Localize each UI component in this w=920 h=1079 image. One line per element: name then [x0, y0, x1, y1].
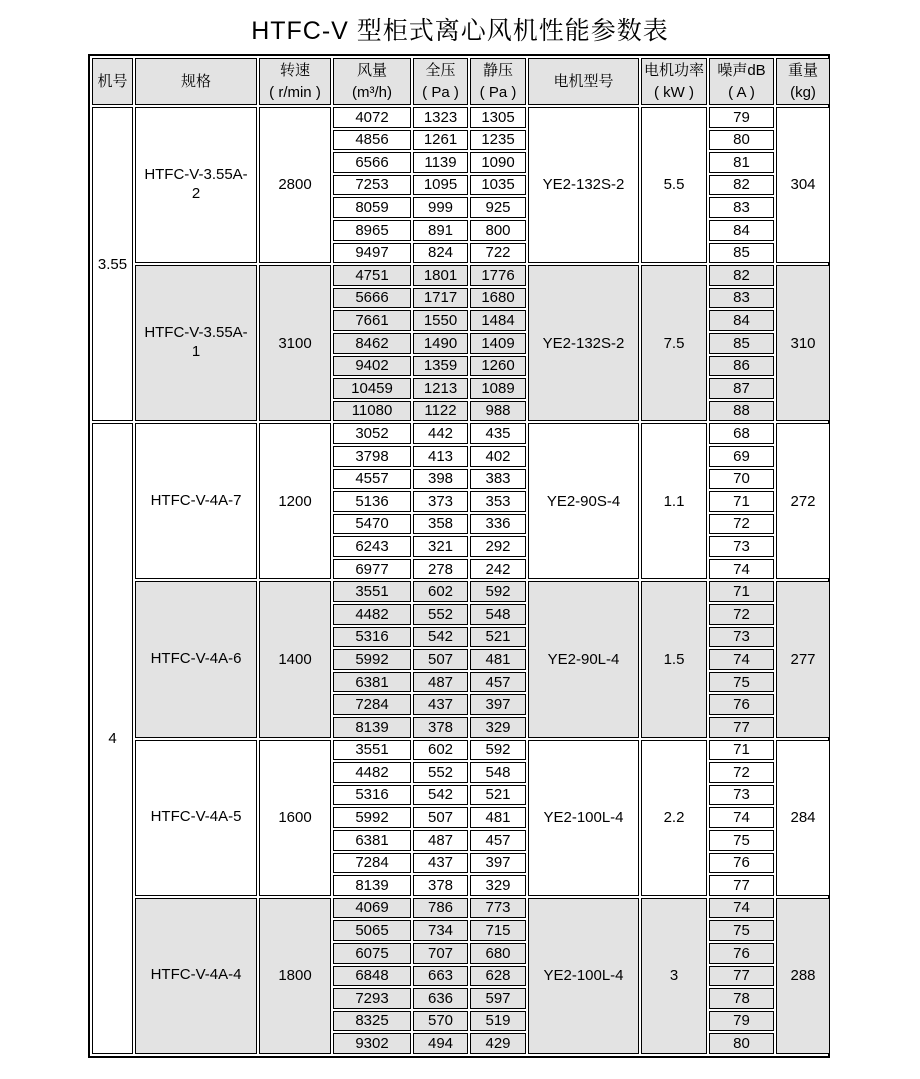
total-pressure-cell: 373: [413, 491, 468, 512]
noise-cell: 82: [709, 175, 774, 196]
noise-cell: 73: [709, 627, 774, 648]
static-pressure-cell: 481: [470, 649, 526, 670]
table-row: [92, 898, 830, 919]
total-pressure-cell: 734: [413, 920, 468, 941]
static-pressure-cell: 773: [470, 898, 526, 919]
noise-cell: 83: [709, 288, 774, 309]
airflow-cell: 6381: [333, 830, 411, 851]
airflow-cell: 3798: [333, 446, 411, 467]
static-pressure-cell: 429: [470, 1033, 526, 1054]
model-cell: HTFC-V-4A-5: [135, 740, 257, 896]
total-pressure-cell: 1801: [413, 265, 468, 286]
airflow-cell: 7284: [333, 853, 411, 874]
column-header-label: 全压: [425, 61, 456, 79]
column-header-unit: ( r/min ): [269, 83, 321, 101]
airflow-cell: 5316: [333, 785, 411, 806]
static-pressure-cell: 1409: [470, 333, 526, 354]
static-pressure-cell: 521: [470, 785, 526, 806]
total-pressure-cell: 552: [413, 762, 468, 783]
speed-cell: 1200: [259, 423, 331, 579]
noise-cell: 80: [709, 1033, 774, 1054]
table-head: [92, 58, 830, 105]
static-pressure-cell: 722: [470, 243, 526, 264]
noise-cell: 75: [709, 920, 774, 941]
airflow-cell: 4482: [333, 762, 411, 783]
airflow-cell: 10459: [333, 378, 411, 399]
static-pressure-cell: 592: [470, 740, 526, 761]
motor-power-cell: 1.5: [641, 581, 707, 737]
noise-cell: 85: [709, 333, 774, 354]
airflow-cell: 5470: [333, 514, 411, 535]
noise-cell: 84: [709, 310, 774, 331]
motor-power-cell: 3: [641, 898, 707, 1054]
airflow-cell: 6977: [333, 559, 411, 580]
noise-cell: 68: [709, 423, 774, 444]
airflow-cell: 8139: [333, 875, 411, 896]
column-header-label: 电机功率: [643, 61, 704, 79]
noise-cell: 74: [709, 559, 774, 580]
noise-cell: 76: [709, 853, 774, 874]
column-header-10: [776, 58, 830, 105]
total-pressure-cell: 507: [413, 807, 468, 828]
column-header-6: [470, 58, 526, 105]
static-pressure-cell: 1680: [470, 288, 526, 309]
static-pressure-cell: 548: [470, 762, 526, 783]
airflow-cell: 5992: [333, 649, 411, 670]
model-cell: HTFC-V-3.55A-2: [135, 107, 257, 263]
total-pressure-cell: 542: [413, 627, 468, 648]
static-pressure-cell: 715: [470, 920, 526, 941]
total-pressure-cell: 824: [413, 243, 468, 264]
airflow-cell: 6566: [333, 152, 411, 173]
total-pressure-cell: 1095: [413, 175, 468, 196]
static-pressure-cell: 1089: [470, 378, 526, 399]
total-pressure-cell: 378: [413, 875, 468, 896]
motor-power-cell: 7.5: [641, 265, 707, 421]
size-cell: 4: [92, 423, 133, 1054]
static-pressure-cell: 435: [470, 423, 526, 444]
column-header-3: [259, 58, 331, 105]
total-pressure-cell: 1717: [413, 288, 468, 309]
airflow-cell: 7284: [333, 694, 411, 715]
airflow-cell: 6075: [333, 943, 411, 964]
total-pressure-cell: 413: [413, 446, 468, 467]
model-cell: HTFC-V-4A-7: [135, 423, 257, 579]
airflow-cell: 5666: [333, 288, 411, 309]
noise-cell: 85: [709, 243, 774, 264]
column-header-unit: ( A ): [728, 83, 755, 101]
static-pressure-cell: 521: [470, 627, 526, 648]
static-pressure-cell: 481: [470, 807, 526, 828]
total-pressure-cell: 786: [413, 898, 468, 919]
static-pressure-cell: 1035: [470, 175, 526, 196]
noise-cell: 73: [709, 785, 774, 806]
noise-cell: 77: [709, 717, 774, 738]
table-row: [92, 423, 830, 444]
airflow-cell: 6243: [333, 536, 411, 557]
performance-table: [90, 56, 832, 1056]
static-pressure-cell: 329: [470, 875, 526, 896]
noise-cell: 80: [709, 130, 774, 151]
total-pressure-cell: 636: [413, 988, 468, 1009]
size-cell: 3.55: [92, 107, 133, 421]
static-pressure-cell: 592: [470, 581, 526, 602]
noise-cell: 81: [709, 152, 774, 173]
airflow-cell: 4072: [333, 107, 411, 128]
airflow-cell: 3551: [333, 740, 411, 761]
model-cell: HTFC-V-3.55A-1: [135, 265, 257, 421]
static-pressure-cell: 457: [470, 830, 526, 851]
noise-cell: 76: [709, 694, 774, 715]
airflow-cell: 3052: [333, 423, 411, 444]
airflow-cell: 5136: [333, 491, 411, 512]
airflow-cell: 8462: [333, 333, 411, 354]
speed-cell: 3100: [259, 265, 331, 421]
weight-cell: 272: [776, 423, 830, 579]
static-pressure-cell: 397: [470, 694, 526, 715]
motor-model-cell: YE2-132S-2: [528, 265, 639, 421]
weight-cell: 310: [776, 265, 830, 421]
noise-cell: 76: [709, 943, 774, 964]
weight-cell: 304: [776, 107, 830, 263]
static-pressure-cell: 457: [470, 672, 526, 693]
noise-cell: 72: [709, 762, 774, 783]
model-cell: HTFC-V-4A-4: [135, 898, 257, 1054]
static-pressure-cell: 1260: [470, 356, 526, 377]
total-pressure-cell: 378: [413, 717, 468, 738]
noise-cell: 75: [709, 672, 774, 693]
static-pressure-cell: 988: [470, 401, 526, 422]
motor-power-cell: 5.5: [641, 107, 707, 263]
motor-model-cell: YE2-90S-4: [528, 423, 639, 579]
noise-cell: 86: [709, 356, 774, 377]
noise-cell: 79: [709, 1011, 774, 1032]
total-pressure-cell: 1359: [413, 356, 468, 377]
airflow-cell: 3551: [333, 581, 411, 602]
static-pressure-cell: 402: [470, 446, 526, 467]
column-header-label: 机号: [97, 72, 128, 90]
static-pressure-cell: 925: [470, 197, 526, 218]
noise-cell: 77: [709, 966, 774, 987]
static-pressure-cell: 1484: [470, 310, 526, 331]
noise-cell: 84: [709, 220, 774, 241]
motor-power-cell: 1.1: [641, 423, 707, 579]
static-pressure-cell: 353: [470, 491, 526, 512]
column-header-5: [413, 58, 468, 105]
static-pressure-cell: 1235: [470, 130, 526, 151]
total-pressure-cell: 891: [413, 220, 468, 241]
column-header-label: 静压: [482, 61, 513, 79]
static-pressure-cell: 1305: [470, 107, 526, 128]
column-header-7: [528, 58, 639, 105]
airflow-cell: 8139: [333, 717, 411, 738]
column-header-unit: ( Pa ): [479, 83, 517, 101]
weight-cell: 288: [776, 898, 830, 1054]
airflow-cell: 11080: [333, 401, 411, 422]
column-header-label: 重量: [787, 61, 818, 79]
airflow-cell: 4856: [333, 130, 411, 151]
noise-cell: 70: [709, 469, 774, 490]
total-pressure-cell: 1323: [413, 107, 468, 128]
static-pressure-cell: 800: [470, 220, 526, 241]
airflow-cell: 4751: [333, 265, 411, 286]
table-frame: [88, 54, 830, 1058]
airflow-cell: 5316: [333, 627, 411, 648]
column-header-label: 电机型号: [553, 72, 614, 90]
noise-cell: 87: [709, 378, 774, 399]
static-pressure-cell: 292: [470, 536, 526, 557]
column-header-1: [92, 58, 133, 105]
page-title: HTFC-V 型柜式离心风机性能参数表: [251, 17, 669, 45]
airflow-cell: 8965: [333, 220, 411, 241]
noise-cell: 73: [709, 536, 774, 557]
noise-cell: 74: [709, 807, 774, 828]
noise-cell: 69: [709, 446, 774, 467]
airflow-cell: 7661: [333, 310, 411, 331]
static-pressure-cell: 329: [470, 717, 526, 738]
total-pressure-cell: 437: [413, 694, 468, 715]
total-pressure-cell: 542: [413, 785, 468, 806]
static-pressure-cell: 397: [470, 853, 526, 874]
noise-cell: 75: [709, 830, 774, 851]
airflow-cell: 4482: [333, 604, 411, 625]
weight-cell: 277: [776, 581, 830, 737]
table-row: [92, 107, 830, 128]
noise-cell: 78: [709, 988, 774, 1009]
total-pressure-cell: 487: [413, 672, 468, 693]
motor-power-cell: 2.2: [641, 740, 707, 896]
weight-cell: 284: [776, 740, 830, 896]
total-pressure-cell: 358: [413, 514, 468, 535]
table-row: [92, 740, 830, 761]
column-header-unit: (m³/h): [352, 83, 392, 101]
static-pressure-cell: 1776: [470, 265, 526, 286]
document-page: [0, 11, 920, 1058]
airflow-cell: 9402: [333, 356, 411, 377]
total-pressure-cell: 1261: [413, 130, 468, 151]
column-header-4: [333, 58, 411, 105]
column-header-unit: ( kW ): [654, 83, 694, 101]
speed-cell: 1600: [259, 740, 331, 896]
total-pressure-cell: 487: [413, 830, 468, 851]
total-pressure-cell: 1213: [413, 378, 468, 399]
static-pressure-cell: 548: [470, 604, 526, 625]
airflow-cell: 7253: [333, 175, 411, 196]
airflow-cell: 9497: [333, 243, 411, 264]
column-header-label: 风量: [356, 61, 387, 79]
airflow-cell: 6848: [333, 966, 411, 987]
total-pressure-cell: 398: [413, 469, 468, 490]
noise-cell: 72: [709, 514, 774, 535]
noise-cell: 72: [709, 604, 774, 625]
total-pressure-cell: 707: [413, 943, 468, 964]
noise-cell: 88: [709, 401, 774, 422]
airflow-cell: 8059: [333, 197, 411, 218]
airflow-cell: 9302: [333, 1033, 411, 1054]
column-header-8: [641, 58, 707, 105]
speed-cell: 1400: [259, 581, 331, 737]
airflow-cell: 5992: [333, 807, 411, 828]
airflow-cell: 8325: [333, 1011, 411, 1032]
total-pressure-cell: 494: [413, 1033, 468, 1054]
motor-model-cell: YE2-90L-4: [528, 581, 639, 737]
total-pressure-cell: 552: [413, 604, 468, 625]
static-pressure-cell: 242: [470, 559, 526, 580]
column-header-unit: (kg): [790, 83, 816, 101]
total-pressure-cell: 1139: [413, 152, 468, 173]
static-pressure-cell: 383: [470, 469, 526, 490]
noise-cell: 82: [709, 265, 774, 286]
static-pressure-cell: 597: [470, 988, 526, 1009]
column-header-label: 噪声dB: [717, 61, 766, 79]
airflow-cell: 4557: [333, 469, 411, 490]
static-pressure-cell: 1090: [470, 152, 526, 173]
noise-cell: 71: [709, 491, 774, 512]
airflow-cell: 4069: [333, 898, 411, 919]
total-pressure-cell: 507: [413, 649, 468, 670]
motor-model-cell: YE2-132S-2: [528, 107, 639, 263]
table-body: [92, 107, 830, 1054]
noise-cell: 79: [709, 107, 774, 128]
total-pressure-cell: 321: [413, 536, 468, 557]
static-pressure-cell: 519: [470, 1011, 526, 1032]
motor-model-cell: YE2-100L-4: [528, 898, 639, 1054]
table-row: [92, 581, 830, 602]
total-pressure-cell: 437: [413, 853, 468, 874]
motor-model-cell: YE2-100L-4: [528, 740, 639, 896]
column-header-label: 转速: [279, 61, 310, 79]
airflow-cell: 7293: [333, 988, 411, 1009]
static-pressure-cell: 336: [470, 514, 526, 535]
static-pressure-cell: 628: [470, 966, 526, 987]
column-header-2: [135, 58, 257, 105]
noise-cell: 71: [709, 740, 774, 761]
total-pressure-cell: 278: [413, 559, 468, 580]
noise-cell: 77: [709, 875, 774, 896]
noise-cell: 71: [709, 581, 774, 602]
total-pressure-cell: 570: [413, 1011, 468, 1032]
column-header-label: 规格: [180, 72, 211, 90]
speed-cell: 2800: [259, 107, 331, 263]
total-pressure-cell: 999: [413, 197, 468, 218]
column-header-unit: ( Pa ): [422, 83, 459, 101]
static-pressure-cell: 680: [470, 943, 526, 964]
speed-cell: 1800: [259, 898, 331, 1054]
noise-cell: 83: [709, 197, 774, 218]
total-pressure-cell: 442: [413, 423, 468, 444]
model-cell: HTFC-V-4A-6: [135, 581, 257, 737]
noise-cell: 74: [709, 898, 774, 919]
noise-cell: 74: [709, 649, 774, 670]
total-pressure-cell: 602: [413, 581, 468, 602]
total-pressure-cell: 663: [413, 966, 468, 987]
column-header-9: [709, 58, 774, 105]
total-pressure-cell: 602: [413, 740, 468, 761]
total-pressure-cell: 1550: [413, 310, 468, 331]
table-row: [92, 265, 830, 286]
airflow-cell: 6381: [333, 672, 411, 693]
total-pressure-cell: 1122: [413, 401, 468, 422]
total-pressure-cell: 1490: [413, 333, 468, 354]
airflow-cell: 5065: [333, 920, 411, 941]
